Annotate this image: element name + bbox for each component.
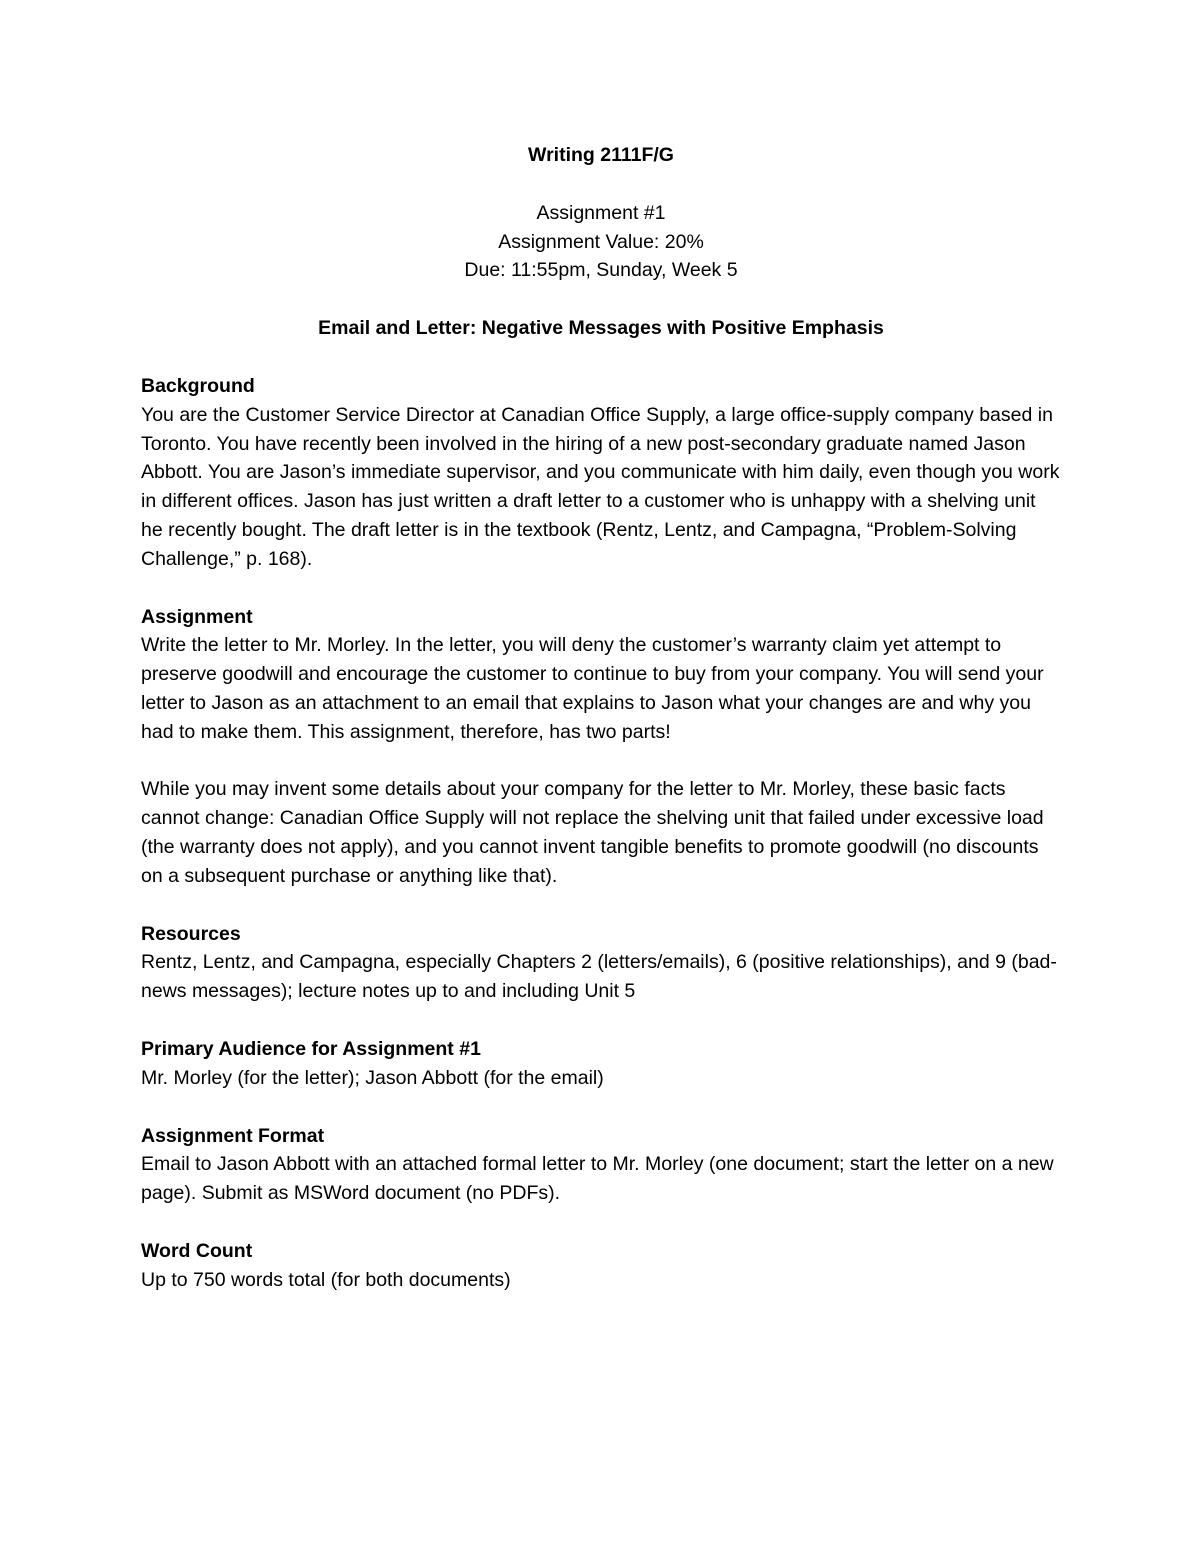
resources-body: Rentz, Lentz, and Campagna, especially Chapters 2 (letters/emails), 6 (positive relationships), and 9 (bad-news messages); lecture notes up to and including Unit 5 — [141, 951, 1057, 1003]
resources-section — [141, 920, 1061, 1006]
due-date: Due: 11:55pm, Sunday, Week 5 — [464, 259, 738, 282]
assignment-body-1: Write the letter to Mr. Morley. In the letter, you will deny the customer’s warranty claim yet attempt to preserve goodwill and encourage the customer to continue to buy from your company. You will send your letter to Jason as an attachment to an email that explains to Jason what your changes are and why you had to make them. This assignment, therefore, has two parts! — [141, 634, 1044, 743]
format-heading: Assignment Format — [141, 1124, 325, 1147]
audience-body: Mr. Morley (for the letter); Jason Abbott (for the email) — [141, 1066, 604, 1089]
document-heading: Email and Letter: Negative Messages with Positive Emphasis — [318, 317, 884, 340]
assignment-meta — [141, 199, 1061, 285]
audience-heading: Primary Audience for Assignment #1 — [141, 1037, 481, 1060]
assignment-value: Assignment Value: 20% — [498, 230, 704, 253]
assignment-section — [141, 603, 1061, 891]
background-heading: Background — [141, 374, 255, 397]
format-section — [141, 1122, 1061, 1208]
course-title: Writing 2111F/G — [528, 144, 674, 166]
resources-heading: Resources — [141, 922, 241, 945]
assignment-body-2: While you may invent some details about your company for the letter to Mr. Morley, these basic facts cannot change: Canadian Office Supply will not replace the shelving unit that failed under excessive load (the warranty does not apply), and you cannot invent tangible benefits to promote goodwill (no discounts on a subsequent purchase or anything like that). — [141, 778, 1044, 887]
format-body: Email to Jason Abbott with an attached formal letter to Mr. Morley (one document; start the letter on a new page). Submit as MSWord document (no PDFs). — [141, 1153, 1054, 1205]
document-content — [141, 141, 1061, 1295]
word-count-section — [141, 1237, 1061, 1295]
word-count-heading: Word Count — [141, 1239, 253, 1262]
assignment-number: Assignment #1 — [536, 201, 666, 224]
audience-section — [141, 1035, 1061, 1093]
assignment-heading: Assignment — [141, 605, 253, 628]
background-section — [141, 372, 1061, 574]
word-count-body: Up to 750 words total (for both documents) — [141, 1268, 511, 1291]
background-body: You are the Customer Service Director at Canadian Office Supply, a large office-supply company based in Toronto. You have recently been involved in the hiring of a new post-secondary graduate named Jason Abbott. You are Jason’s immediate supervisor, and you communicate with him daily, even though you work in different offices. Jason has just written a draft letter to a customer who is unhappy with a shelving unit he recently bought. The draft letter is in the textbook (Rentz, Lentz, and Campagna, “Problem-Solving Challenge,” p. 168). — [141, 403, 1060, 570]
